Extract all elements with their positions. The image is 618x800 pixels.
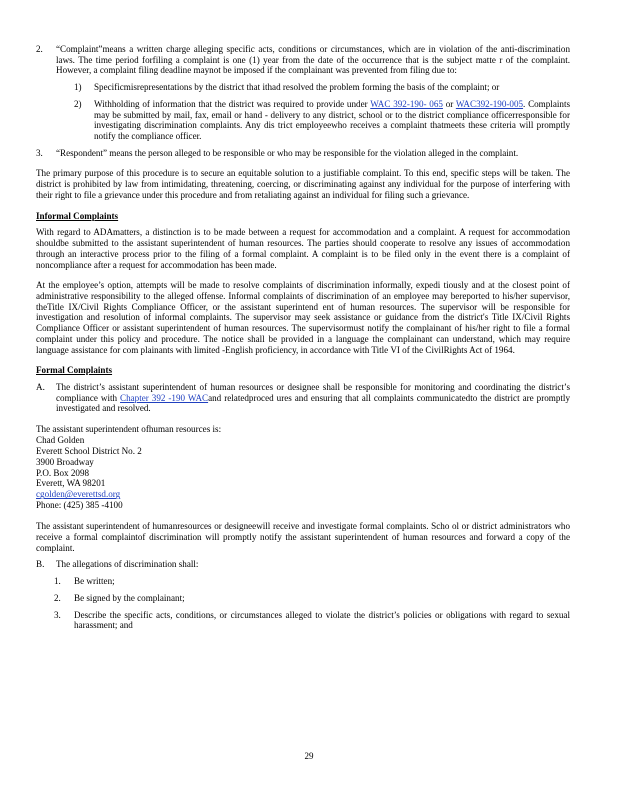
definition-respondent bbox=[36, 148, 570, 159]
contact-block bbox=[36, 435, 570, 511]
definition-complaint bbox=[36, 44, 570, 142]
text-run: . Complaints may be submitted by mail, fax, email or hand - delivery to any district, school or to the district compliance officerresponsible for investigating discrimination complaints. Any dis trict employeewho receives a complaint thatmeets these criteria will promptly notify the compliance officer. bbox=[94, 98, 571, 142]
contact-email-link[interactable]: cgolden@everettsd.org bbox=[36, 489, 121, 500]
contact-pobox: P.O. Box 2098 bbox=[36, 467, 90, 478]
wac-link-065[interactable]: WAC 392-190- 065 bbox=[370, 98, 443, 109]
contact-phone: Phone: (425) 385 -4100 bbox=[36, 500, 123, 511]
receive-paragraph: The assistant superintendent of humanresources or designeewill receive and investigate formal complaints. Scho ol or district administrators who receive a formal complaintof discrimination will promptly notify the assistant superintendent of human resources and forward a copy of the complaint. bbox=[36, 521, 570, 553]
definition-text: “Respondent” means the person alleged to be responsible or who may be responsible for the violation alleged in the complaint. bbox=[56, 147, 519, 158]
purpose-paragraph: The primary purpose of this procedure is to secure an equitable solution to a justifiable complaint. To this end, specific steps will be taken. The district is prohibited by law from intimidating, threatening, coercing, or discriminating against any individual for the purpose of interfering with their right to file a grievance under this procedure and from retaliating against an individual for filing such a grievance. bbox=[36, 168, 570, 200]
document-body bbox=[36, 44, 570, 631]
sub-item-number: 2) bbox=[74, 98, 82, 109]
sub-item-number: 1. bbox=[54, 576, 61, 587]
sub-item-text bbox=[94, 99, 570, 142]
text-run: The district’s assistant superintendent of human resources or designee shall be responsible for monitoring and coordinating the district’s compliance with bbox=[56, 381, 570, 403]
sub-item-2 bbox=[74, 99, 570, 142]
sub-item-text: Specificmisrepresentations by the district that ithad resolved the problem forming the basis of the complaint; or bbox=[94, 82, 500, 93]
list-letter: A. bbox=[36, 381, 45, 392]
informal-paragraph-1: With regard to ADAmatters, a distinction is to be made between a request for accommodation and a complaint. A request for accommodation shouldbe submitted to the assistant superintendent of human resources. The parties should cooperate to resolve any issues of accommodation through an interactive process prior to the filing of a formal complaint. A complaint is to be filed only in the event there is a complaint of noncompliance after a request for accommodation has been made. bbox=[36, 227, 570, 270]
contact-name: Chad Golden bbox=[36, 434, 85, 445]
section-heading-formal bbox=[36, 365, 570, 376]
list-number: 2. bbox=[36, 44, 43, 54]
section-heading-informal bbox=[36, 211, 570, 222]
text-run: and relatedproced ures and ensuring that all complaints communicatedto the district are promptly investigated and resolved. bbox=[56, 392, 570, 414]
sub-item-number: 1) bbox=[74, 82, 82, 93]
text-run: Withholding of information that the district was required to provide under bbox=[94, 98, 371, 109]
text-run: or bbox=[442, 98, 456, 109]
list-letter: B. bbox=[36, 559, 45, 570]
sub-item-number: 3. bbox=[54, 609, 61, 620]
allegation-item-2 bbox=[54, 593, 570, 604]
sub-item-text: Be written; bbox=[74, 576, 115, 587]
contact-street: 3900 Broadway bbox=[36, 456, 94, 467]
definition-text: “Complaint”means a written charge alleging specific acts, conditions or circumstances, which are in violation of the anti-discrimination laws. The time period forfiling a complaint is one (1) year from the date of the occurrence that is the subject matte r of the complaint. However, a complaint filing deadline maynot be imposed if the complainant was prevented from filing due to: bbox=[56, 44, 570, 76]
chapter-392-link[interactable]: Chapter 392 -190 WAC bbox=[120, 392, 209, 403]
page-number: 29 bbox=[304, 751, 314, 761]
formal-item-a bbox=[36, 382, 570, 414]
allegation-item-3 bbox=[54, 610, 570, 631]
contact-org: Everett School District No. 2 bbox=[36, 445, 142, 456]
list-number: 3. bbox=[36, 147, 43, 158]
contact-city: Everett, WA 98201 bbox=[36, 478, 106, 489]
formal-item-b bbox=[36, 559, 570, 570]
item-text: The allegations of discrimination shall: bbox=[56, 559, 199, 570]
sub-item-number: 2. bbox=[54, 592, 61, 603]
wac-link-005[interactable]: WAC392-190-005 bbox=[455, 98, 524, 109]
heading-text: Formal Complaints bbox=[36, 365, 113, 376]
informal-paragraph-2: At the employee’s option, attempts will be made to resolve complaints of discrimination informally, expedi tiously and at the closest point of administrative responsibility to the alleged offense. Informal complaints of discrimination of an employee may bereported to his/her supervisor, theTitle IX/Civil Rights Compliance Officer, or the assistant superintend ent of human resources. The supervisor will be responsible for investigation and resolution of informal complaints. The supervisor may seek assistance or guidance from the district's Title IX/Civil Rights Compliance Officer or assistant superintendent of human resources. The supervisormust notify the complainant of his/her right to file a formal complaint under this policy and procedure. The notice shall be provided in a language the complainant can understand, which may require language assistance for com plainants with limited -English proficiency, in accordance with Title VI of the CivilRights Act of 1964. bbox=[36, 280, 570, 355]
sub-item-text: Describe the specific acts, conditions, or circumstances alleged to violate the district’s policies or obligations with regard to sexual harassment; and bbox=[74, 609, 570, 631]
sub-item-1 bbox=[74, 82, 570, 93]
item-text bbox=[56, 382, 570, 414]
sub-item-text: Be signed by the complainant; bbox=[74, 592, 185, 603]
allegation-item-1 bbox=[54, 576, 570, 587]
contact-intro: The assistant superintendent ofhuman resources is: bbox=[36, 424, 222, 435]
heading-text: Informal Complaints bbox=[36, 210, 119, 221]
